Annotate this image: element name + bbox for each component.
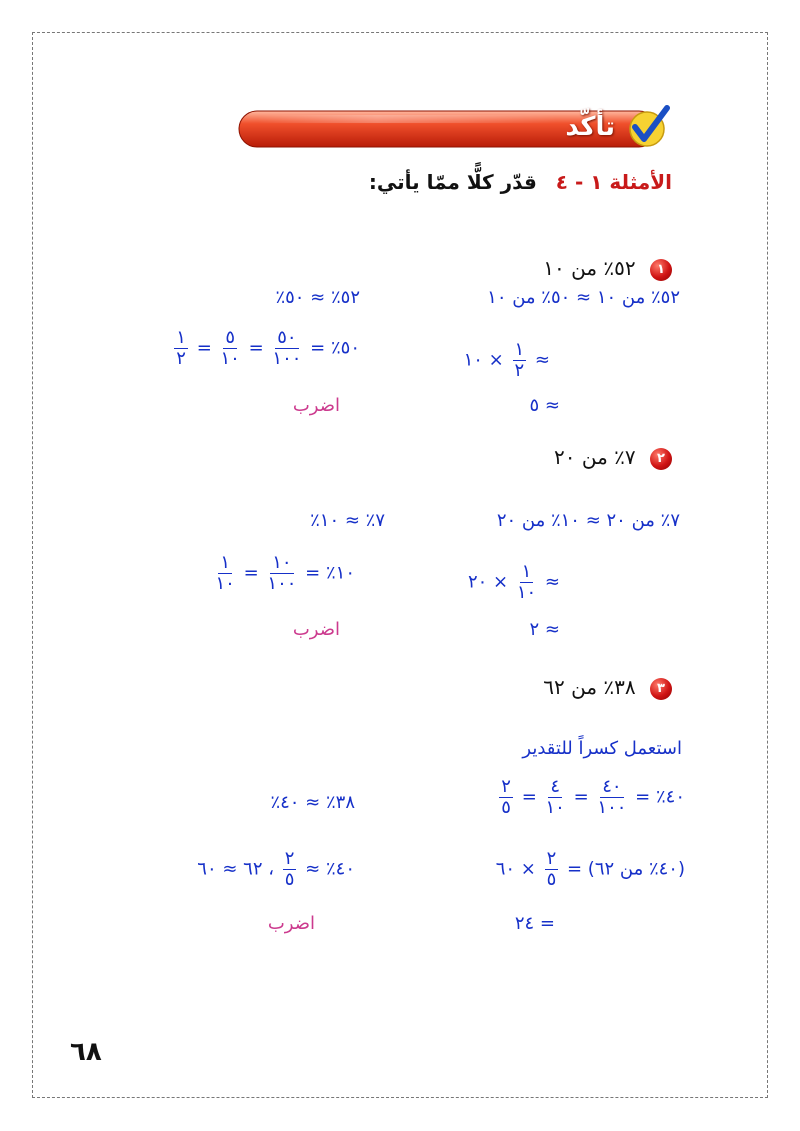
p2-left-line2: ١٠٪ = $\frac{١٠}{١٠٠}$ = $\frac{١}{١٠}$ xyxy=(215,552,355,594)
fraction: $\frac{١}{١٠}$ xyxy=(516,561,537,603)
problem-1 xyxy=(543,256,672,281)
p3-left-line2: ٤٠٪ ≈ $\frac{٢}{٥}$ ، ٦٢ ≈ ٦٠ xyxy=(197,848,355,890)
problem-2 xyxy=(554,445,672,470)
problem-number-badge: ٣ xyxy=(650,678,672,700)
p1-right-line2: ≈ $\frac{١}{٢}$ × ١٠ xyxy=(463,339,550,381)
p1-right-line1: ٥٢٪ من ١٠ ≈ ٥٠٪ من ١٠ xyxy=(487,287,680,308)
problem-statement: ٣٨٪ من ٦٢ xyxy=(543,675,636,699)
fraction: $\frac{١}{٢}$ xyxy=(514,339,525,381)
fraction: $\frac{٥٠}{١٠٠}$ xyxy=(272,327,302,369)
fraction: $\frac{١}{١٠}$ xyxy=(215,552,235,594)
fraction: $\frac{٢}{٥}$ xyxy=(284,848,295,890)
p1-multiply-label: اضرب xyxy=(292,395,340,416)
p1-left-line2: ٥٠٪ = $\frac{٥٠}{١٠٠}$ = $\frac{٥}{١٠}$ = $\frac{١}{٢}$ xyxy=(176,327,360,369)
fraction: $\frac{٤٠}{١٠٠}$ xyxy=(597,776,627,818)
page-number: ٦٨ xyxy=(70,1037,102,1067)
checkmark-icon xyxy=(623,103,675,151)
problem-statement: ٥٢٪ من ١٠ xyxy=(543,256,636,280)
instruction-text: قدّر كلًّا ممّا يأتي: xyxy=(368,170,537,194)
problem-number-badge: ٢ xyxy=(650,448,672,470)
p2-right-line2: ≈ $\frac{١}{١٠}$ × ٢٠ xyxy=(467,561,560,603)
p2-right-line3: ≈ ٢ xyxy=(529,619,560,640)
banner-title: تأكّد xyxy=(565,112,615,142)
fraction: $\frac{٢}{٥}$ xyxy=(546,848,557,890)
p3-multiply-label: اضرب xyxy=(267,913,315,934)
fraction: $\frac{٢}{٥}$ xyxy=(501,776,511,818)
fraction: $\frac{١٠}{١٠٠}$ xyxy=(267,552,297,594)
p1-right-line3: ≈ ٥ xyxy=(529,395,560,416)
problem-number-badge: ١ xyxy=(650,259,672,281)
p2-multiply-label: اضرب xyxy=(292,619,340,640)
fraction: $\frac{١}{٢}$ xyxy=(176,327,186,369)
p3-right-line3: = ٢٤ xyxy=(514,913,555,934)
p2-right-line1: ٧٪ من ٢٠ ≈ ١٠٪ من ٢٠ xyxy=(496,510,680,531)
examples-reference: الأمثلة ١ - ٤ xyxy=(555,170,672,194)
fraction: $\frac{٤}{١٠}$ xyxy=(545,776,565,818)
fraction: $\frac{٥}{١٠}$ xyxy=(220,327,240,369)
p3-left-line1: ٣٨٪ ≈ ٤٠٪ xyxy=(270,792,355,813)
p2-left-line1: ٧٪ ≈ ١٠٪ xyxy=(310,510,385,531)
p3-right-line1: ٤٠٪ = $\frac{٤٠}{١٠٠}$ = $\frac{٤}{١٠}$ = $\frac{٢}{٥}$ xyxy=(501,776,685,818)
problem-statement: ٧٪ من ٢٠ xyxy=(554,445,636,469)
check-banner xyxy=(237,103,675,151)
problem-3 xyxy=(543,675,672,700)
lesson-header xyxy=(369,170,672,194)
p3-use-fraction-note: استعمل كسراً للتقدير xyxy=(522,738,682,759)
p1-left-line1: ٥٢٪ ≈ ٥٠٪ xyxy=(275,287,360,308)
p3-right-line2: (٤٠٪ من ٦٢) = $\frac{٢}{٥}$ × ٦٠ xyxy=(495,848,685,890)
